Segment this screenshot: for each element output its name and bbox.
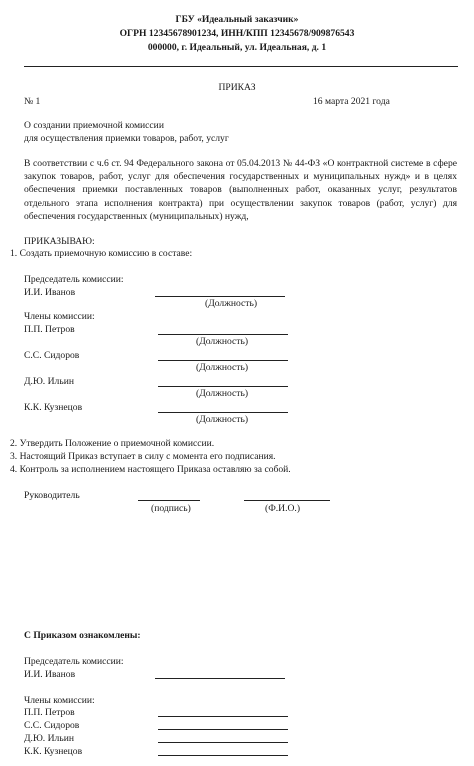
order-item-4: 4. Контроль за исполнением настоящего Приказа оставляю за собой. [10,464,291,475]
acquaintance-title: С Приказом ознакомлены: [24,630,141,641]
member-name: К.К. Кузнецов [24,402,83,413]
order-date: 16 марта 2021 года [313,96,390,107]
order-subject-line2: для осуществления приемки товаров, работ, услуг [24,133,229,144]
acq-member-signature-line [158,716,288,717]
commission-chair-name: И.И. Иванов [24,287,76,298]
member-name: Д.Ю. Ильин [24,376,74,387]
acq-chair-signature-line [155,678,285,679]
chair-position-line [155,296,285,297]
acq-member-name: К.К. Кузнецов [24,746,83,757]
member-name: П.П. Петров [24,324,75,335]
member-position-caption: (Должность) [196,336,249,347]
acq-chair-name: И.И. Иванов [24,669,76,680]
member-position-line [158,412,288,413]
order-decree: ПРИКАЗЫВАЮ: [24,236,95,247]
commission-members-label: Члены комиссии: [24,311,95,322]
full-name-caption: (Ф.И.О.) [265,503,301,514]
member-position-caption: (Должность) [196,388,249,399]
signature-line [138,500,200,501]
commission-chair-label: Председатель комиссии: [24,274,124,285]
order-number: № 1 [24,96,41,107]
header-divider [24,66,458,67]
order-item-2: 2. Утвердить Положение о приемочной комиссии. [10,438,215,449]
chair-position-caption: (Должность) [205,298,258,309]
acq-chair-label: Председатель комиссии: [24,656,124,667]
member-position-caption: (Должность) [196,414,249,425]
member-name: С.С. Сидоров [24,350,80,361]
acq-member-name: П.П. Петров [24,707,75,718]
acq-member-name: Д.Ю. Ильин [24,733,74,744]
org-address: 000000, г. Идеальный, ул. Идеальная, д. 1 [147,42,327,53]
org-name: ГБУ «Идеальный заказчик» [175,14,299,25]
signature-caption: (подпись) [151,503,191,514]
acq-members-label: Члены комиссии: [24,695,95,706]
head-label: Руководитель [24,490,80,501]
order-preamble: В соответствии с ч.6 ст. 94 Федерального закона от 05.04.2013 № 44-ФЗ «О контрактной системе в сфере закупок товаров, работ, услуг для обеспечения государственных и муниципальных нужд» и в целях обеспечения приемки поставленных товаров (выполненных работ, оказанных услуг, результатов отдельного этапа исполнения контракта) при осуществлении закупок товаров (работ, услуг) для обеспечения государственных (муниципальных) нужд, [24,158,457,222]
acq-member-signature-line [158,755,288,756]
order-item-1: 1. Создать приемочную комиссию в составе: [10,248,193,259]
member-position-line [158,360,288,361]
org-ids: ОГРН 12345678901234, ИНН/КПП 12345678/909876543 [119,28,355,39]
acq-member-signature-line [158,742,288,743]
member-position-line [158,334,288,335]
acq-member-name: С.С. Сидоров [24,720,80,731]
full-name-line [244,500,330,501]
order-title: ПРИКАЗ [218,82,256,93]
acq-member-signature-line [158,729,288,730]
member-position-caption: (Должность) [196,362,249,373]
order-subject-line1: О создании приемочной комиссии [24,120,164,131]
member-position-line [158,386,288,387]
order-item-3: 3. Настоящий Приказ вступает в силу с момента его подписания. [10,451,276,462]
